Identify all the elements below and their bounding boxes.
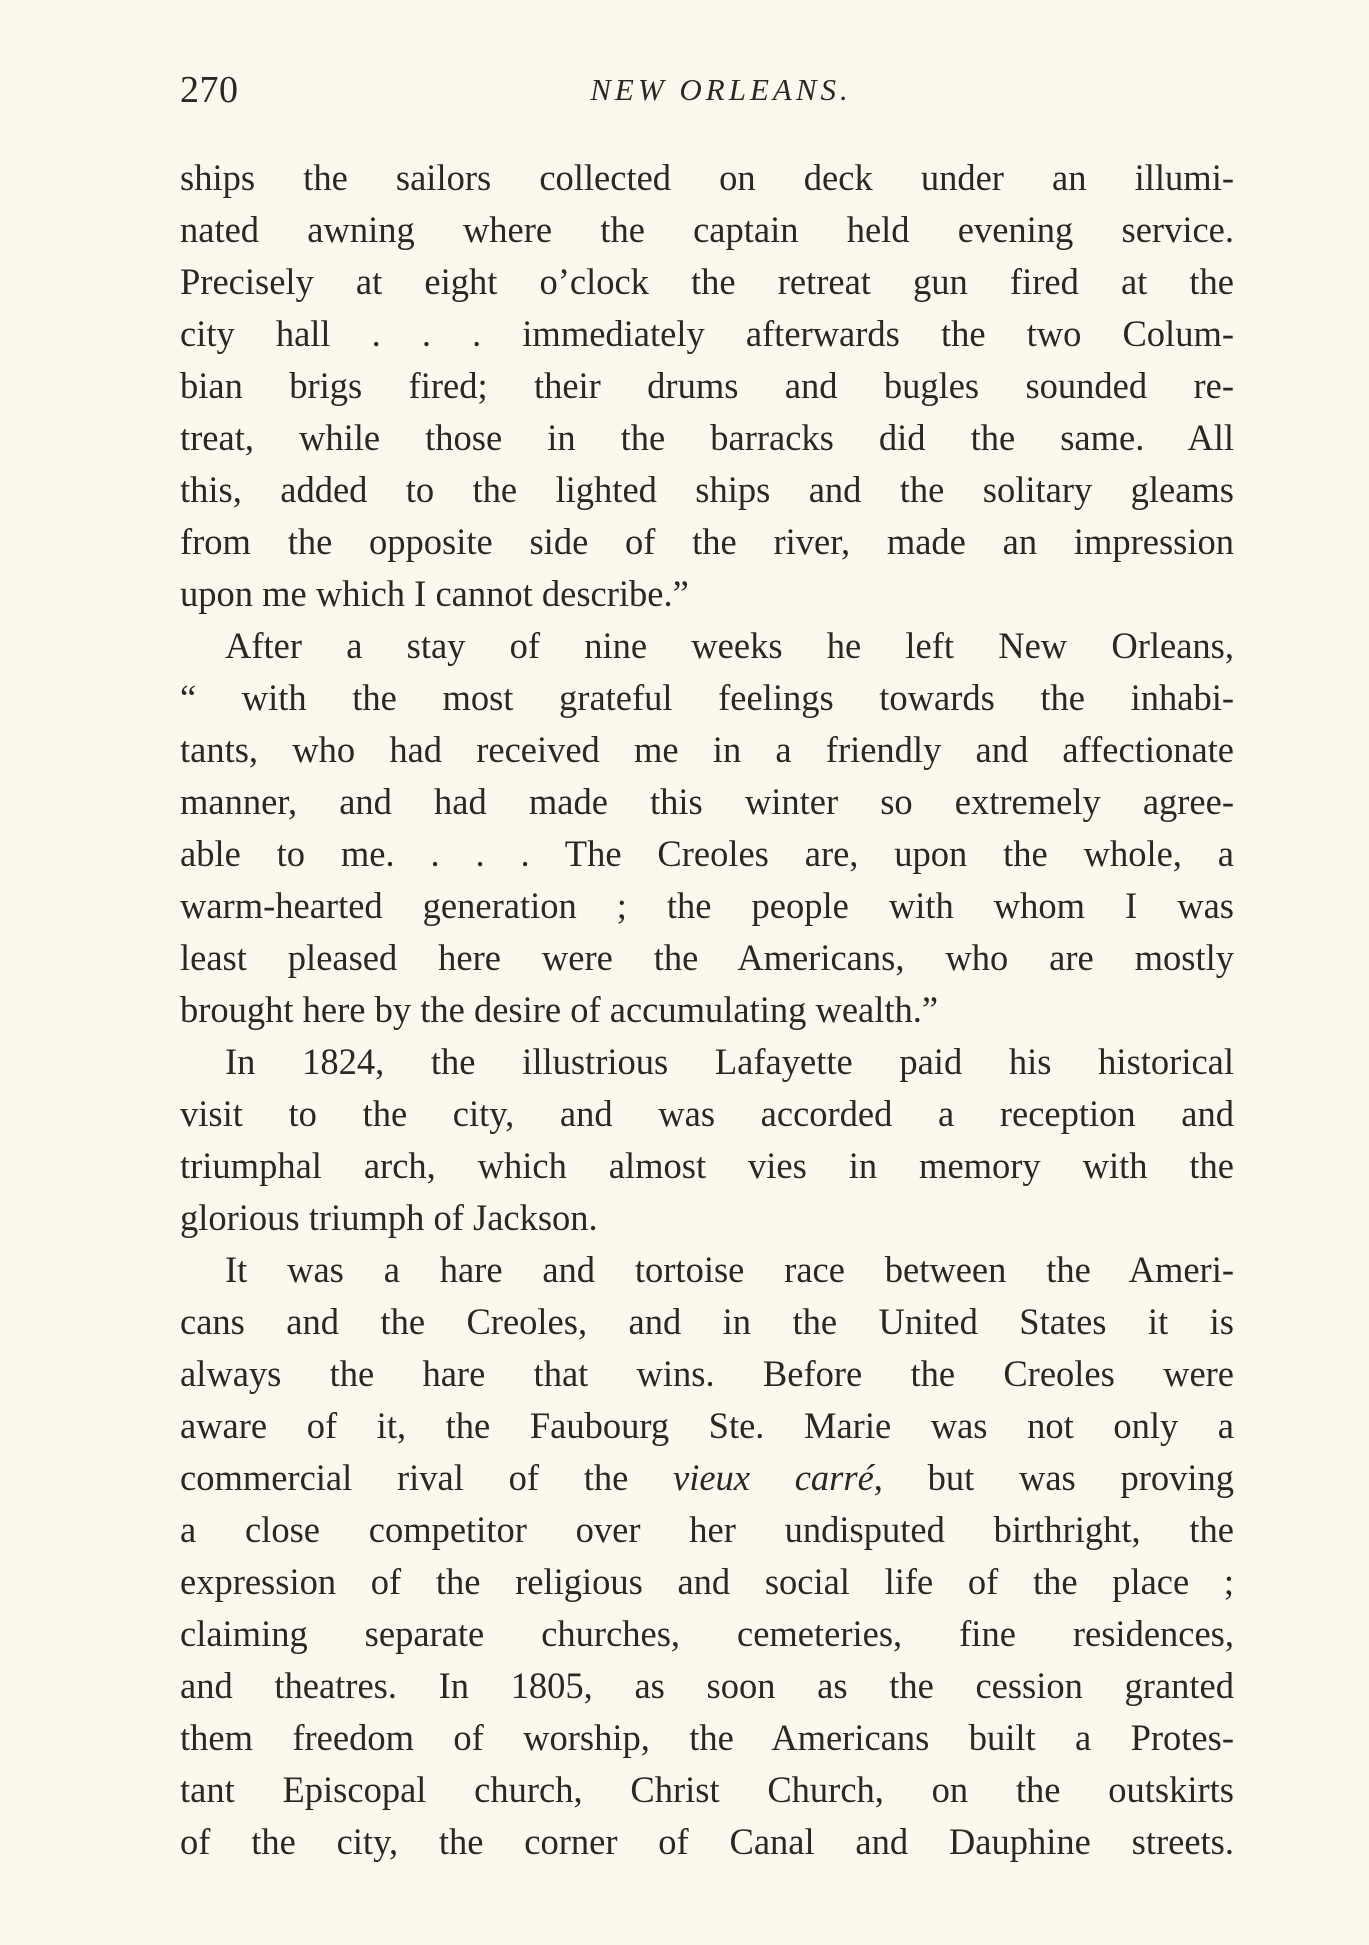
- text-line: aware of it, the Faubourg Ste. Marie was not only a: [180, 1405, 1234, 1446]
- text-line-with-italic: [180, 1452, 1234, 1504]
- text-line: them freedom of worship, the Americans built a Protes-: [180, 1717, 1234, 1758]
- line-segment: commercial rival of the: [180, 1457, 674, 1498]
- text-line: bian brigs fired; their drums and bugles sounded re-: [180, 365, 1234, 406]
- text-line: a close competitor over her undisputed birthright, the: [180, 1509, 1234, 1550]
- paragraph-start-line: After a stay of nine weeks he left New Orleans,: [225, 625, 1234, 666]
- text-line: tant Episcopal church, Christ Church, on the outskirts: [180, 1769, 1234, 1810]
- text-line: warm-hearted generation ; the people with whom I was: [180, 885, 1234, 926]
- paragraph-start-line: It was a hare and tortoise race between the Ameri-: [225, 1249, 1234, 1290]
- text-line: ships the sailors collected on deck under an illumi-: [180, 157, 1234, 198]
- text-line: always the hare that wins. Before the Creoles were: [180, 1353, 1234, 1394]
- running-head: [180, 68, 1232, 118]
- text-line: of the city, the corner of Canal and Dauphine streets.: [180, 1821, 1234, 1862]
- paragraph-end-line: upon me which I cannot describe.”: [180, 573, 689, 614]
- paragraph-end-line: brought here by the desire of accumulating wealth.”: [180, 989, 939, 1030]
- text-line: triumphal arch, which almost vies in memory with the: [180, 1145, 1234, 1186]
- text-line: “ with the most grateful feelings towards the inhabi-: [180, 677, 1234, 718]
- text-line: Precisely at eight o’clock the retreat gun fired at the: [180, 261, 1234, 302]
- text-line: expression of the religious and social life of the place ;: [180, 1561, 1234, 1602]
- text-line: least pleased here were the Americans, who are mostly: [180, 937, 1234, 978]
- text-line: tants, who had received me in a friendly and affectionate: [180, 729, 1234, 770]
- body-text: [180, 152, 1234, 1868]
- page-number: 270: [180, 69, 239, 111]
- text-line: visit to the city, and was accorded a reception and: [180, 1093, 1234, 1134]
- text-line: and theatres. In 1805, as soon as the cession granted: [180, 1665, 1234, 1706]
- text-line: city hall . . . immediately afterwards the two Colum-: [180, 313, 1234, 354]
- line-segment: , but was proving: [873, 1457, 1234, 1498]
- text-line: able to me. . . . The Creoles are, upon the whole, a: [180, 833, 1234, 874]
- text-line: from the opposite side of the river, made an impression: [180, 521, 1234, 562]
- text-line: manner, and had made this winter so extremely agree-: [180, 781, 1234, 822]
- paragraph-end-line: glorious triumph of Jackson.: [180, 1197, 598, 1238]
- text-line: nated awning where the captain held evening service.: [180, 209, 1234, 250]
- text-line: treat, while those in the barracks did the same. All: [180, 417, 1234, 458]
- text-line: this, added to the lighted ships and the solitary gleams: [180, 469, 1234, 510]
- italic-phrase: vieux carré: [673, 1457, 874, 1498]
- paragraph-start-line: In 1824, the illustrious Lafayette paid his historical: [225, 1041, 1234, 1082]
- running-title: NEW ORLEANS.: [590, 72, 852, 107]
- text-line: claiming separate churches, cemeteries, fine residences,: [180, 1613, 1234, 1654]
- text-line: cans and the Creoles, and in the United States it is: [180, 1301, 1234, 1342]
